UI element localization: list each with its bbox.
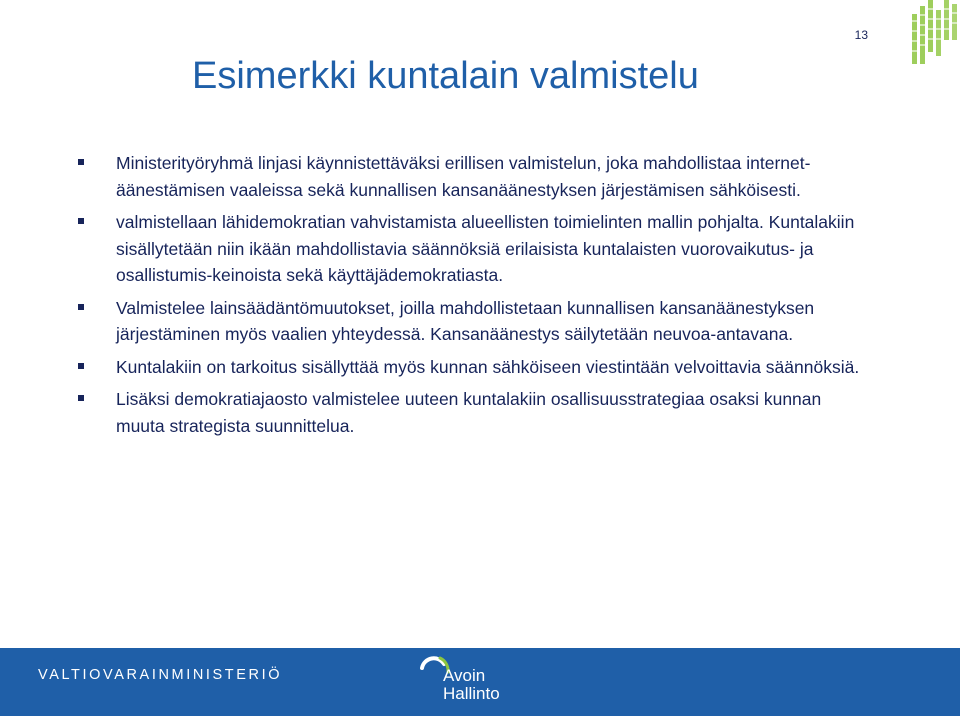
- square-bullet-icon: [78, 218, 84, 224]
- bullet-text: valmistellaan lähidemokratian vahvistamista alueellisten toimielinten mallin pohjalta. Kuntalakiin sisällytetään niin ikään mahdollistavia säännöksiä erilaisista kuntalaisten vuorovaikutus- ja osallistumis-keinoista sekä käyttäjädemokratiasta.: [116, 212, 855, 285]
- bullet-text: Lisäksi demokratiajaosto valmistelee uuteen kuntalakiin osallisuusstrategiaa osaksi kunnan muuta strategista suunnittelua.: [116, 389, 822, 436]
- list-item: [72, 209, 872, 289]
- list-item: [72, 386, 872, 439]
- list-item: [72, 295, 872, 348]
- ministry-name: VALTIOVARAINMINISTERIÖ: [38, 667, 283, 683]
- vertical-bars-decoration: [910, 0, 960, 76]
- slide-title: Esimerkki kuntalain valmistelu: [192, 55, 699, 97]
- bullet-list: [72, 150, 872, 445]
- page-number: 13: [854, 28, 868, 42]
- square-bullet-icon: [78, 304, 84, 310]
- logo-line-1: Avoin: [443, 666, 486, 685]
- bullet-text: Valmistelee lainsäädäntömuutokset, joilla mahdollistetaan kunnallisen kansanäänestyksen järjestäminen myös vaalien yhteydessä. Kansanäänestys säilytetään neuvoa-antavana.: [116, 297, 815, 344]
- bullet-text: Kuntalakiin on tarkoitus sisällyttää myös kunnan sähköiseen viestintään velvoittavia säännöksiä.: [116, 356, 860, 377]
- logo-line-2: Hallinto: [443, 684, 500, 703]
- bullet-text: Ministerityöryhmä linjasi käynnistettäväksi erillisen valmistelun, joka mahdollistaa internet-äänestämisen vaaleissa sekä kunnallisen kansanäänestyksen järjestämisen sähköisesti.: [116, 153, 811, 200]
- square-bullet-icon: [78, 395, 84, 401]
- footer-band: [0, 648, 960, 716]
- list-item: [72, 150, 872, 203]
- list-item: [72, 354, 872, 381]
- square-bullet-icon: [78, 159, 84, 165]
- avoin-hallinto-logo: [416, 654, 526, 710]
- square-bullet-icon: [78, 363, 84, 369]
- logo-text: [443, 667, 500, 703]
